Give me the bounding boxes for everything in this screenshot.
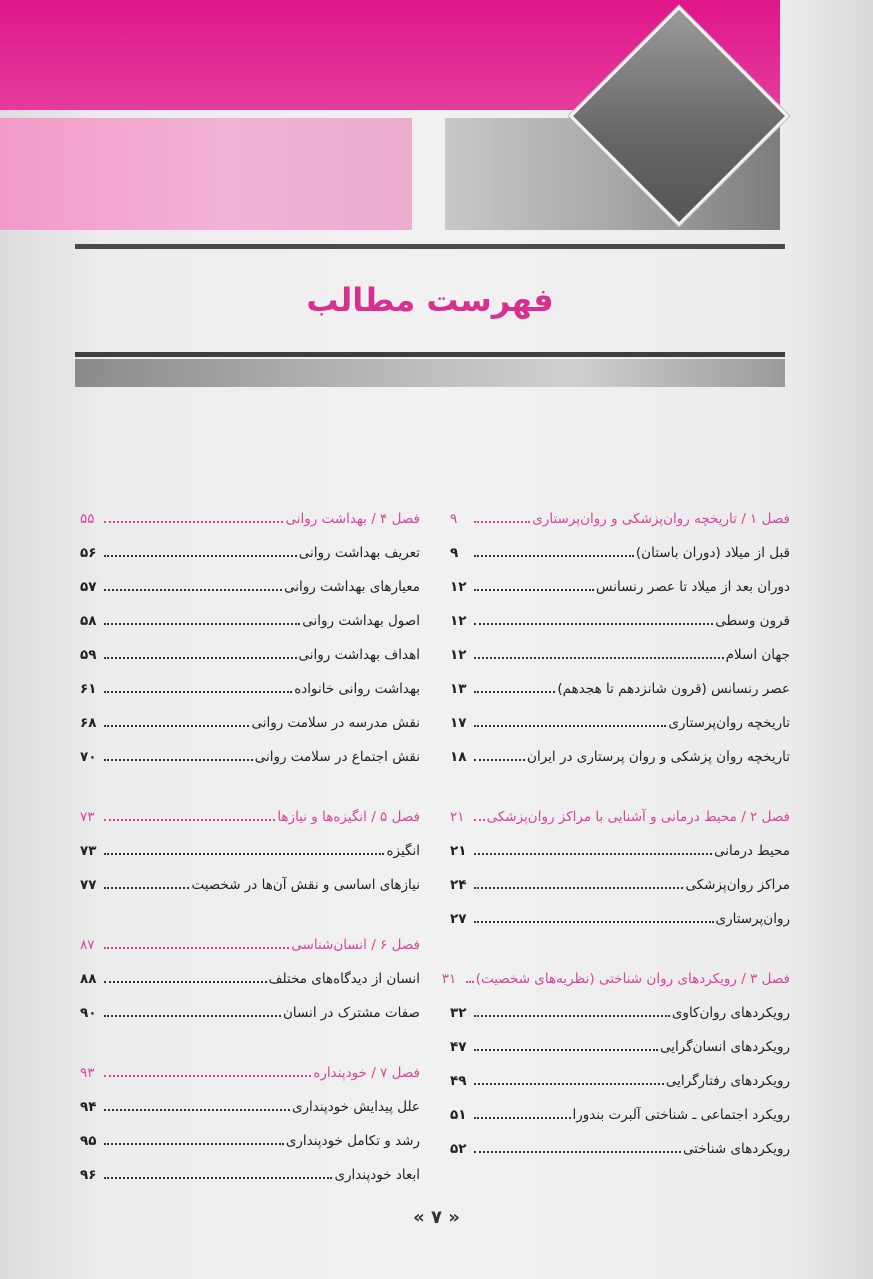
- dot-leader: [104, 1177, 332, 1179]
- toc-entry: [450, 1056, 790, 1090]
- toc-chapter-heading: [80, 494, 420, 528]
- page-ref: ۱۳: [450, 681, 467, 697]
- entry-title: روان‌پرستاری: [715, 911, 790, 927]
- dot-leader: [104, 589, 282, 591]
- chapter-title: فصل ۷ / خودپنداره: [313, 1065, 420, 1081]
- page-ref: ۵۵: [80, 511, 95, 527]
- dot-leader: [474, 657, 724, 659]
- page-ref: ۹: [450, 511, 458, 527]
- toc-entry: [80, 596, 420, 630]
- page-ref: ۴۹: [450, 1073, 467, 1089]
- dot-leader: [474, 725, 666, 727]
- entry-title: اصول بهداشت روانی: [302, 613, 420, 629]
- toc-entry: [80, 1082, 420, 1116]
- page-ref: ۹۶: [80, 1167, 97, 1183]
- dot-leader: [104, 759, 253, 761]
- toc-entry: [80, 664, 420, 698]
- entry-title: رویکرد اجتماعی ـ شناختی آلبرت بندورا: [572, 1107, 790, 1123]
- dot-leader: [104, 1143, 284, 1145]
- toc-chapter: [441, 954, 790, 1158]
- entry-title: علل پیدایش خودپنداری: [291, 1099, 420, 1115]
- entry-title: رویکردهای انسان‌گرایی: [659, 1039, 790, 1055]
- dot-leader: [104, 521, 283, 523]
- toc-entry: [80, 988, 420, 1022]
- entry-title: نقش اجتماع در سلامت روانی: [254, 749, 420, 765]
- dot-leader: [474, 521, 530, 523]
- toc-entry: [450, 894, 790, 928]
- toc-entry: [450, 596, 790, 630]
- toc-chapter-heading: [450, 792, 790, 826]
- page-ref: ۱۸: [450, 749, 467, 765]
- dot-leader: [474, 623, 713, 625]
- chapter-title: فصل ۲ / محیط درمانی و آشنایی با مراکز روان‌پزشکی: [486, 809, 790, 825]
- entry-title: رویکردهای شناختی: [683, 1141, 790, 1157]
- toc-entry: [450, 528, 790, 562]
- entry-title: عصر رنسانس (قرون شانزدهم تا هجدهم): [557, 681, 790, 697]
- page-ref: ۹۵: [80, 1133, 97, 1149]
- dot-leader: [474, 1117, 571, 1119]
- dot-leader: [104, 947, 289, 949]
- dot-leader: [466, 981, 474, 983]
- dot-leader: [474, 691, 555, 693]
- page-ref: ۵۸: [80, 613, 97, 629]
- entry-title: رویکردهای رفتارگرایی: [665, 1073, 790, 1089]
- page-ref: ۱۲: [450, 613, 467, 629]
- toc-entry: [80, 732, 420, 766]
- toc-entry: [450, 698, 790, 732]
- toc-entry: [80, 562, 420, 596]
- chapter-title: فصل ۵ / انگیزه‌ها و نیازها: [277, 809, 420, 825]
- dot-leader: [104, 1075, 311, 1077]
- toc-entry: [80, 630, 420, 664]
- toc-entry: [80, 1116, 420, 1150]
- page-ref: ۵۱: [450, 1107, 467, 1123]
- entry-title: معیارهای بهداشت روانی: [283, 579, 420, 595]
- dot-leader: [104, 725, 249, 727]
- entry-title: رویکردهای روان‌کاوی: [671, 1005, 790, 1021]
- toc-column-right: [441, 494, 790, 1184]
- toc-entry: [450, 988, 790, 1022]
- dot-leader: [104, 657, 297, 659]
- entry-title: نقش مدرسه در سلامت روانی: [251, 715, 420, 731]
- chapter-title: فصل ۴ / بهداشت روانی: [285, 511, 420, 527]
- page-ref: ۸۸: [80, 971, 97, 987]
- toc-chapter: [80, 920, 420, 1022]
- dot-leader: [104, 819, 275, 821]
- page-ref: ۱۲: [450, 579, 467, 595]
- toc-entry: [450, 1090, 790, 1124]
- page-ref: ۲۴: [450, 877, 467, 893]
- entry-title: بهداشت روانی خانواده: [294, 681, 420, 697]
- dot-leader: [474, 921, 714, 923]
- dot-leader: [474, 555, 634, 557]
- toc-chapter: [80, 1048, 420, 1184]
- dot-leader: [474, 1049, 658, 1051]
- entry-title: نیازهای اساسی و نقش آن‌ها در شخصیت: [191, 877, 420, 893]
- toc-entry: [80, 528, 420, 562]
- toc-entry: [450, 1124, 790, 1158]
- page-title: فهرست مطالب: [306, 281, 554, 319]
- entry-title: انگیزه: [386, 843, 420, 859]
- entry-title: انسان از دیدگاه‌های مختلف: [268, 971, 420, 987]
- entry-title: تاریخچه روان پزشکی و روان پرستاری در ایران: [527, 749, 790, 765]
- dot-leader: [474, 1083, 664, 1085]
- page-ref: ۶۸: [80, 715, 97, 731]
- page-ref: ۶۱: [80, 681, 97, 697]
- toc-entry: [450, 1022, 790, 1056]
- page-ref: ۷۷: [80, 877, 97, 893]
- title-bottom-rule: [75, 352, 785, 386]
- toc-column-left: [80, 494, 420, 1210]
- toc-chapter-heading: [80, 792, 420, 826]
- page-ref: ۹: [450, 545, 459, 561]
- page-ref: ۳۱: [441, 971, 457, 987]
- entry-title: قبل از میلاد (دوران باستان): [635, 545, 790, 561]
- toc-entry: [80, 698, 420, 732]
- page-ref: ۷۰: [80, 749, 97, 765]
- page-ref: ۵۷: [80, 579, 97, 595]
- toc-entry: [450, 860, 790, 894]
- dot-leader: [104, 1109, 290, 1111]
- toc-entry: [450, 562, 790, 596]
- toc-chapter: [450, 792, 790, 928]
- page-ref: ۷۳: [80, 809, 95, 825]
- chapter-title: فصل ۱ / تاریخچه روان‌پزشکی و روان‌پرستاری: [532, 511, 790, 527]
- page-ref: ۲۱: [450, 809, 465, 825]
- dot-leader: [474, 1151, 681, 1153]
- entry-title: قرون وسطی: [715, 613, 790, 629]
- dot-leader: [104, 981, 267, 983]
- page-ref: ۲۷: [450, 911, 467, 927]
- toc-chapter-heading: [450, 494, 790, 528]
- page-ref: ۱۲: [450, 647, 467, 663]
- page-ref: ۹۳: [80, 1065, 95, 1081]
- page-ref: ۵۲: [450, 1141, 467, 1157]
- toc-entry: [450, 664, 790, 698]
- toc-entry: [80, 954, 420, 988]
- toc-entry: [80, 1150, 420, 1184]
- dot-leader: [104, 555, 297, 557]
- page-ref: ۹۴: [80, 1099, 97, 1115]
- entry-title: جهان اسلام: [725, 647, 790, 663]
- dot-leader: [104, 623, 300, 625]
- page-ref: ۸۷: [80, 937, 95, 953]
- dot-leader: [104, 691, 292, 693]
- chapter-title: فصل ۳ / رویکردهای روان شناختی (نظریه‌های شخصیت): [475, 971, 790, 987]
- entry-title: صفات مشترک در انسان: [283, 1005, 420, 1021]
- dot-leader: [104, 1015, 281, 1017]
- toc-entry: [80, 860, 420, 894]
- toc-chapter-heading: [80, 920, 420, 954]
- dot-leader: [474, 589, 594, 591]
- page-ref: ۵۹: [80, 647, 97, 663]
- toc-chapter-heading: [80, 1048, 420, 1082]
- page-ref: ۵۶: [80, 545, 97, 561]
- toc-chapter: [450, 494, 790, 766]
- dot-leader: [474, 887, 683, 889]
- entry-title: دوران بعد از میلاد تا عصر رنسانس: [596, 579, 790, 595]
- entry-title: اهداف بهداشت روانی: [298, 647, 420, 663]
- entry-title: ابعاد خودپنداری: [334, 1167, 420, 1183]
- toc-entry: [450, 630, 790, 664]
- toc-entry: [450, 732, 790, 766]
- page-ref: ۲۱: [450, 843, 467, 859]
- entry-title: محیط درمانی: [713, 843, 790, 859]
- entry-title: تاریخچه روان‌پرستاری: [668, 715, 790, 731]
- dot-leader: [474, 759, 525, 761]
- entry-title: تعریف بهداشت روانی: [298, 545, 420, 561]
- title-top-rule: [75, 244, 785, 249]
- toc-entry: [450, 826, 790, 860]
- page-number: « ۷ »: [413, 1207, 460, 1228]
- entry-title: رشد و تکامل خودپنداری: [285, 1133, 420, 1149]
- page-ref: ۳۲: [450, 1005, 467, 1021]
- page-ref: ۹۰: [80, 1005, 97, 1021]
- dot-leader: [474, 819, 485, 821]
- toc-chapter: [80, 494, 420, 766]
- dot-leader: [104, 853, 384, 855]
- toc-chapter: [80, 792, 420, 894]
- toc-chapter-heading: [441, 954, 790, 988]
- header-pink-panel: [0, 118, 412, 230]
- chapter-title: فصل ۶ / انسان‌شناسی: [291, 937, 420, 953]
- page-ref: ۴۷: [450, 1039, 467, 1055]
- toc-entry: [80, 826, 420, 860]
- entry-title: مراکز روان‌پزشکی: [685, 877, 790, 893]
- page-ref: ۱۷: [450, 715, 467, 731]
- dot-leader: [474, 1015, 670, 1017]
- page-ref: ۷۳: [80, 843, 97, 859]
- dot-leader: [104, 887, 189, 889]
- dot-leader: [474, 853, 712, 855]
